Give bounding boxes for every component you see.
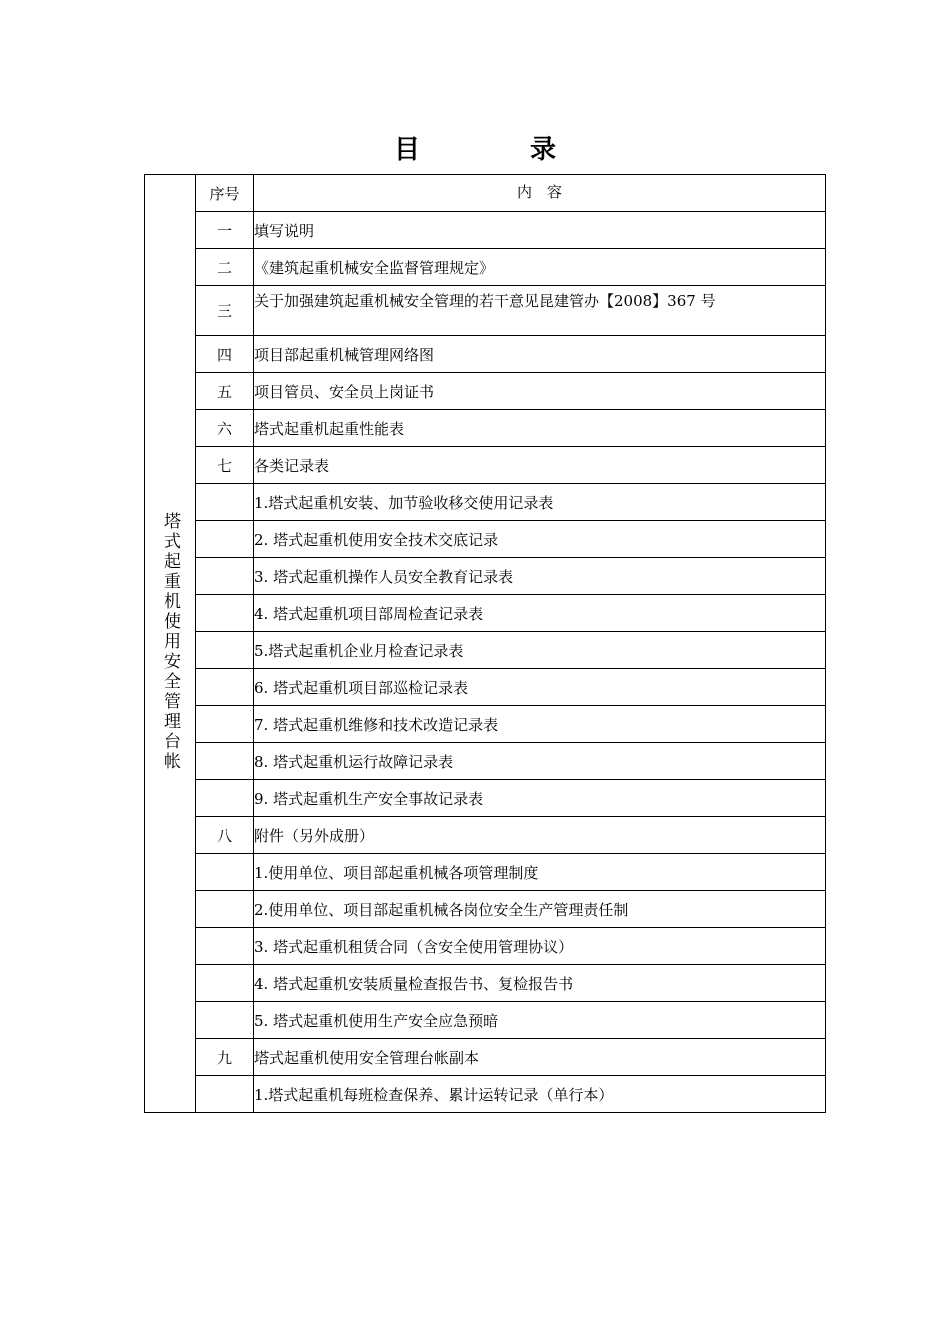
row-text: 2. 塔式起重机使用安全技术交底记录 — [254, 521, 826, 558]
row-text: 7. 塔式起重机维修和技术改造记录表 — [254, 706, 826, 743]
row-num — [196, 521, 254, 558]
row-num: 三 — [196, 286, 254, 336]
row-num — [196, 743, 254, 780]
toc-table — [144, 174, 826, 1113]
row-num — [196, 928, 254, 965]
table-row — [145, 854, 826, 891]
table-row — [145, 706, 826, 743]
row-num — [196, 632, 254, 669]
side-label: 塔式起重机使用安全管理台帐 — [160, 511, 180, 772]
table-row — [145, 484, 826, 521]
row-num — [196, 1002, 254, 1039]
row-text: 4. 塔式起重机项目部周检查记录表 — [254, 595, 826, 632]
row-text: 塔式起重机起重性能表 — [254, 410, 826, 447]
row-text: 1.塔式起重机安装、加节验收移交使用记录表 — [254, 484, 826, 521]
table-row — [145, 817, 826, 854]
row-num: 六 — [196, 410, 254, 447]
row-text: 9. 塔式起重机生产安全事故记录表 — [254, 780, 826, 817]
row-text: 4. 塔式起重机安装质量检查报告书、复检报告书 — [254, 965, 826, 1002]
table-row — [145, 373, 826, 410]
header-content: 内 容 — [254, 175, 826, 212]
row-num — [196, 780, 254, 817]
table-row — [145, 336, 826, 373]
table-row — [145, 521, 826, 558]
table-row — [145, 632, 826, 669]
row-text: 3. 塔式起重机租赁合同（含安全使用管理协议） — [254, 928, 826, 965]
row-text: 关于加强建筑起重机械安全管理的若干意见昆建管办【2008】367 号 — [254, 286, 826, 336]
table-row — [145, 669, 826, 706]
table-row — [145, 286, 826, 336]
row-num: 四 — [196, 336, 254, 373]
row-num — [196, 706, 254, 743]
row-text: 1.塔式起重机每班检查保养、累计运转记录（单行本） — [254, 1076, 826, 1113]
row-num: 八 — [196, 817, 254, 854]
row-text: 各类记录表 — [254, 447, 826, 484]
table-row — [145, 1076, 826, 1113]
table-row — [145, 447, 826, 484]
side-label-cell — [145, 175, 196, 1113]
row-num — [196, 558, 254, 595]
row-num — [196, 854, 254, 891]
table-row — [145, 249, 826, 286]
table-row — [145, 212, 826, 249]
row-num: 九 — [196, 1039, 254, 1076]
table-row — [145, 965, 826, 1002]
row-num — [196, 595, 254, 632]
row-num: 一 — [196, 212, 254, 249]
row-text: 项目管员、安全员上岗证书 — [254, 373, 826, 410]
table-header-row — [145, 175, 826, 212]
row-text: 《建筑起重机械安全监督管理规定》 — [254, 249, 826, 286]
table-row — [145, 1039, 826, 1076]
table-row — [145, 558, 826, 595]
table-row — [145, 595, 826, 632]
row-num: 五 — [196, 373, 254, 410]
row-text: 5.塔式起重机企业月检查记录表 — [254, 632, 826, 669]
page-title: 目 录 — [393, 135, 598, 165]
row-num — [196, 965, 254, 1002]
table-row — [145, 1002, 826, 1039]
row-text: 1.使用单位、项目部起重机械各项管理制度 — [254, 854, 826, 891]
row-text: 附件（另外成册） — [254, 817, 826, 854]
table-row — [145, 410, 826, 447]
row-text: 塔式起重机使用安全管理台帐副本 — [254, 1039, 826, 1076]
row-text: 填写说明 — [254, 212, 826, 249]
row-num — [196, 484, 254, 521]
table-row — [145, 780, 826, 817]
row-text: 项目部起重机械管理网络图 — [254, 336, 826, 373]
row-num — [196, 891, 254, 928]
header-num: 序号 — [196, 175, 254, 212]
table-row — [145, 928, 826, 965]
row-text: 6. 塔式起重机项目部巡检记录表 — [254, 669, 826, 706]
row-num — [196, 669, 254, 706]
row-text: 2.使用单位、项目部起重机械各岗位安全生产管理责任制 — [254, 891, 826, 928]
row-num: 二 — [196, 249, 254, 286]
row-num — [196, 1076, 254, 1113]
row-num: 七 — [196, 447, 254, 484]
table-row — [145, 891, 826, 928]
table-row — [145, 743, 826, 780]
row-text: 8. 塔式起重机运行故障记录表 — [254, 743, 826, 780]
row-text: 5. 塔式起重机使用生产安全应急预暗 — [254, 1002, 826, 1039]
row-text: 3. 塔式起重机操作人员安全教育记录表 — [254, 558, 826, 595]
